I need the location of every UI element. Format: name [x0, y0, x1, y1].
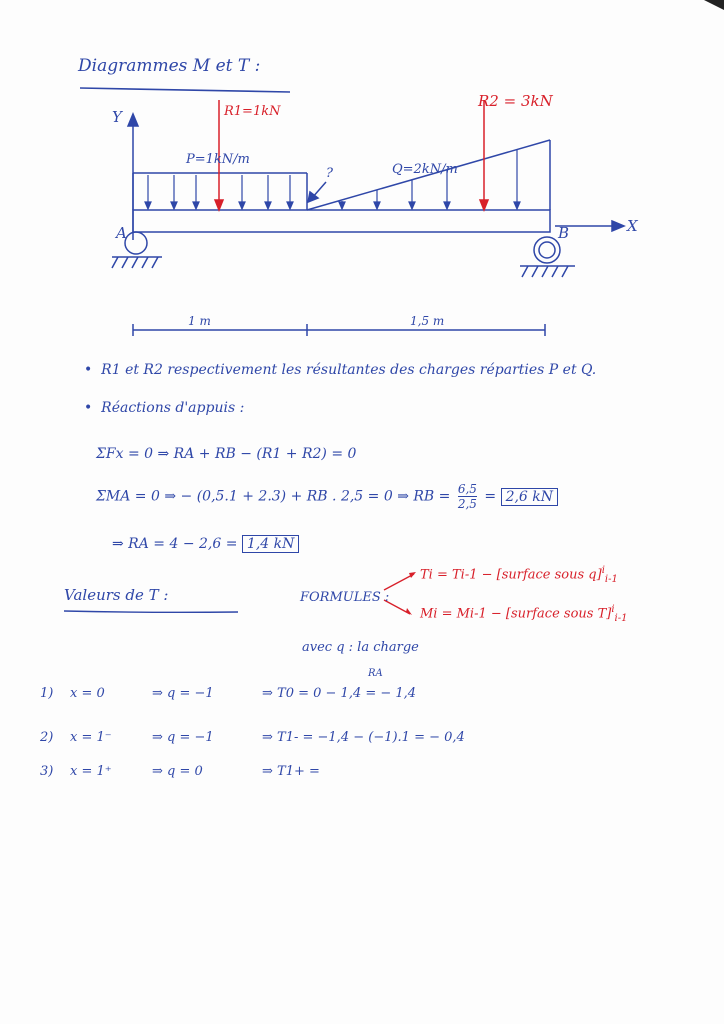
formula-note: avec q : la charge: [302, 640, 419, 655]
step-2-x: x = 1⁻: [70, 730, 112, 745]
formula-m-text: Mi = Mi-1 − [surface sous T]: [420, 606, 612, 622]
rb-denominator: 2,5: [457, 497, 477, 511]
bullet-1-text: R1 et R2 respectivement les résultantes des charges réparties P et Q.: [101, 362, 597, 378]
dimension-left: 1 m: [188, 314, 211, 328]
y-axis-label: Y: [112, 108, 122, 126]
formula-t-sub: i-1: [604, 573, 618, 585]
step-3-num: 3): [40, 764, 54, 779]
equation-sum-ma-text: ΣMA = 0 ⇒ − (0,5.1 + 2.3) + RB . 2,5 = 0 ⇒ RB =: [96, 488, 451, 505]
rb-result: 2,6 kN: [501, 488, 558, 506]
valeurs-title: Valeurs de T :: [64, 586, 169, 604]
step-3-q: ⇒ q = 0: [152, 764, 203, 779]
step-1-t: ⇒ T0 = 0 − 1,4 = − 1,4: [262, 686, 417, 701]
rb-numerator: 6,5: [457, 482, 477, 496]
step-1-x: x = 0: [70, 686, 105, 701]
step-2-q: ⇒ q = −1: [152, 730, 214, 745]
formula-m-sub: i-1: [614, 612, 628, 624]
step-2-t: ⇒ T1- = −1,4 − (−1).1 = − 0,4: [262, 730, 465, 745]
r1-label: R1=1kN: [224, 104, 281, 119]
step-3-x: x = 1⁺: [70, 764, 112, 779]
formula-t-sup: i: [601, 565, 605, 576]
step-1-num: 1): [40, 686, 54, 701]
formules-label: FORMULES :: [300, 590, 390, 605]
bullet-2-text: Réactions d'appuis :: [101, 400, 245, 416]
bullet-dot: •: [84, 362, 102, 378]
step-1-q: ⇒ q = −1: [152, 686, 214, 701]
ra-result: 1,4 kN: [242, 535, 299, 553]
r2-label: R2 = 3kN: [478, 92, 553, 110]
support-b-label: B: [558, 224, 570, 242]
support-a-label: A: [116, 224, 127, 242]
formula-m-sup: i: [611, 604, 615, 615]
equation-sum-fx: ΣFx = 0 ⇒ RA + RB − (R1 + R2) = 0: [96, 446, 357, 462]
dimension-right: 1,5 m: [410, 314, 445, 328]
rb-equals: =: [484, 488, 497, 505]
p-load-label: P=1kN/m: [186, 152, 250, 167]
step-3-t: ⇒ T1+ =: [262, 764, 320, 779]
step-2-num: 2): [40, 730, 54, 745]
step-1-note: RA: [368, 668, 383, 679]
question-mark: ?: [326, 166, 333, 181]
bullet-dot: •: [84, 400, 102, 416]
q-load-label: Q=2kN/m: [392, 162, 458, 177]
x-axis-label: X: [627, 217, 638, 235]
formula-t-text: Ti = Ti-1 − [surface sous q]: [420, 567, 602, 583]
page-title: Diagrammes M et T :: [78, 56, 261, 76]
equation-ra-text: ⇒ RA = 4 − 2,6 =: [112, 536, 238, 552]
